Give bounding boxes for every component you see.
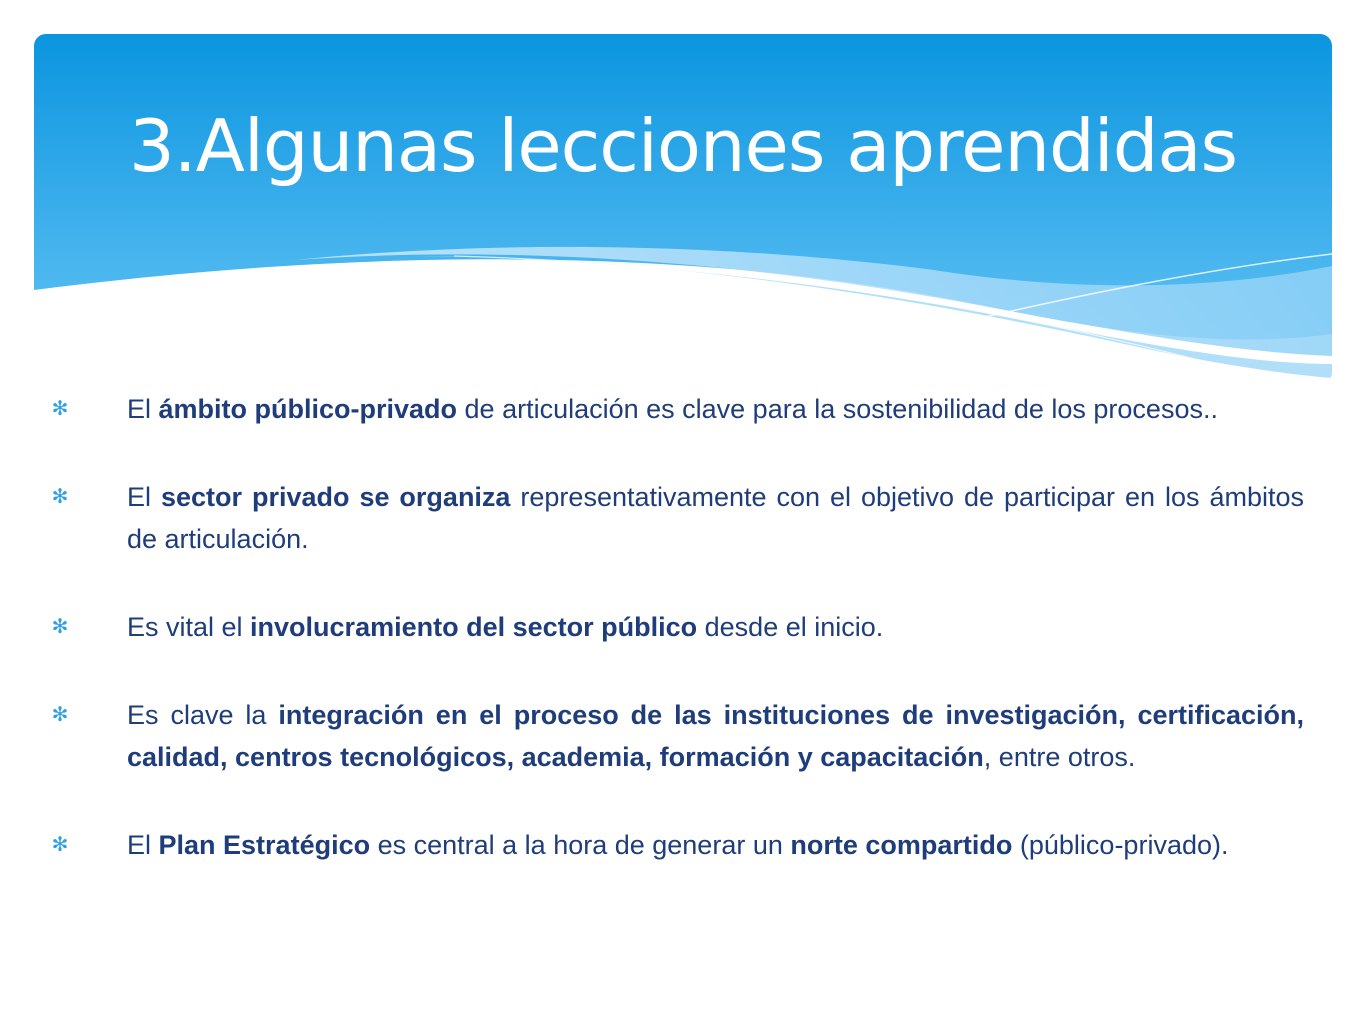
bullet-bold-text: sector privado se organiza — [160, 482, 511, 512]
bullet-item — [48, 694, 1304, 778]
bullet-text: es central a la hora de generar un — [370, 830, 791, 860]
bullet-bold-text: Plan Estratégico — [158, 830, 371, 860]
bullet-list — [48, 388, 1304, 912]
bullet-text: representativamente con el objetivo de participar en los ámbitos de articulación. — [127, 482, 1304, 554]
bullet-text: Es vital el — [127, 612, 251, 642]
asterisk-icon: ✻ — [51, 616, 69, 638]
slide-title: 3.Algunas lecciones aprendidas — [128, 104, 1238, 188]
asterisk-icon: ✻ — [51, 834, 69, 856]
bullet-item — [48, 606, 1304, 648]
bullet-text: El — [127, 830, 159, 860]
asterisk-icon: ✻ — [51, 398, 69, 420]
bullet-bold-text: norte compartido — [790, 830, 1013, 860]
bullet-text: El — [127, 394, 159, 424]
asterisk-icon: ✻ — [51, 486, 69, 508]
bullet-bold-text: integración en el proceso de las instituciones de investigación, certificación, calidad, centros tecnológicos, academia, formación y capacitación — [127, 700, 1305, 772]
bullet-text: de articulación es clave para la sostenibilidad de los procesos.. — [457, 394, 1218, 424]
bullet-text: Es clave la — [127, 700, 279, 730]
bullet-item — [48, 824, 1304, 866]
header-banner — [34, 34, 1332, 384]
header-wave-graphic — [34, 34, 1332, 384]
bullet-bold-text: ámbito público-privado — [158, 394, 458, 424]
bullet-text: (público-privado). — [1012, 830, 1229, 860]
bullet-text: El — [127, 482, 161, 512]
bullet-item — [48, 388, 1304, 430]
asterisk-icon: ✻ — [51, 704, 69, 726]
bullet-item — [48, 476, 1304, 560]
bullet-bold-text: involucramiento del sector público — [250, 612, 698, 642]
bullet-text: desde el inicio. — [697, 612, 884, 642]
bullet-text: , entre otros. — [983, 742, 1136, 772]
